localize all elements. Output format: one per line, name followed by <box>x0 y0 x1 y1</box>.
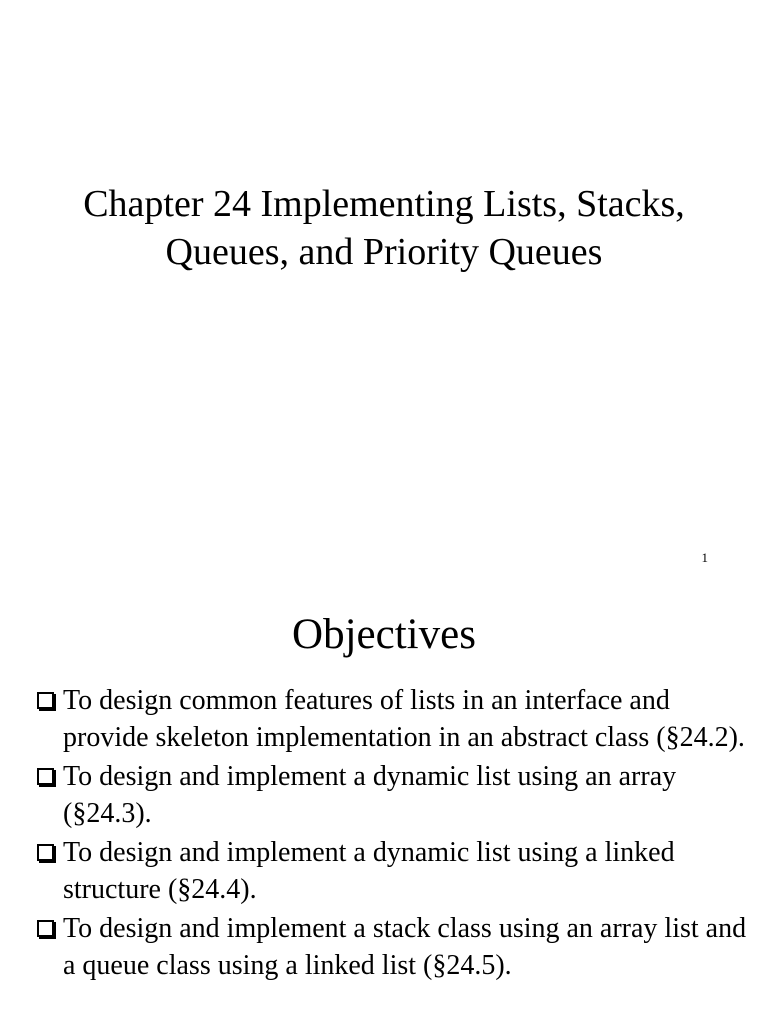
slide-objectives <box>0 580 768 1024</box>
objective-item <box>34 834 754 908</box>
objective-text: To design common features of lists in an interface and provide skeleton implementation in an abstract class (§24.2). <box>63 685 745 753</box>
objective-text: To design and implement a dynamic list using an array (§24.3). <box>63 761 677 829</box>
checkbox-icon <box>37 844 54 861</box>
objective-item <box>34 758 754 832</box>
objectives-heading: Objectives <box>292 611 476 658</box>
objective-text: To design and implement a dynamic list using a linked structure (§24.4). <box>63 837 675 905</box>
checkbox-icon <box>37 692 54 709</box>
chapter-title-line-2: Queues, and Priority Queues <box>165 231 603 273</box>
objective-text: To design and implement a stack class using an array list and a queue class using a linked list (§24.5). <box>63 913 747 981</box>
checkbox-icon <box>37 920 54 937</box>
page-number: 1 <box>701 550 708 565</box>
objective-item <box>34 910 754 984</box>
checkbox-icon <box>37 768 54 785</box>
chapter-title-line-1: Chapter 24 Implementing Lists, Stacks, <box>83 183 685 225</box>
chapter-title <box>0 180 768 276</box>
objective-item <box>34 682 754 756</box>
objectives-list <box>34 682 754 986</box>
